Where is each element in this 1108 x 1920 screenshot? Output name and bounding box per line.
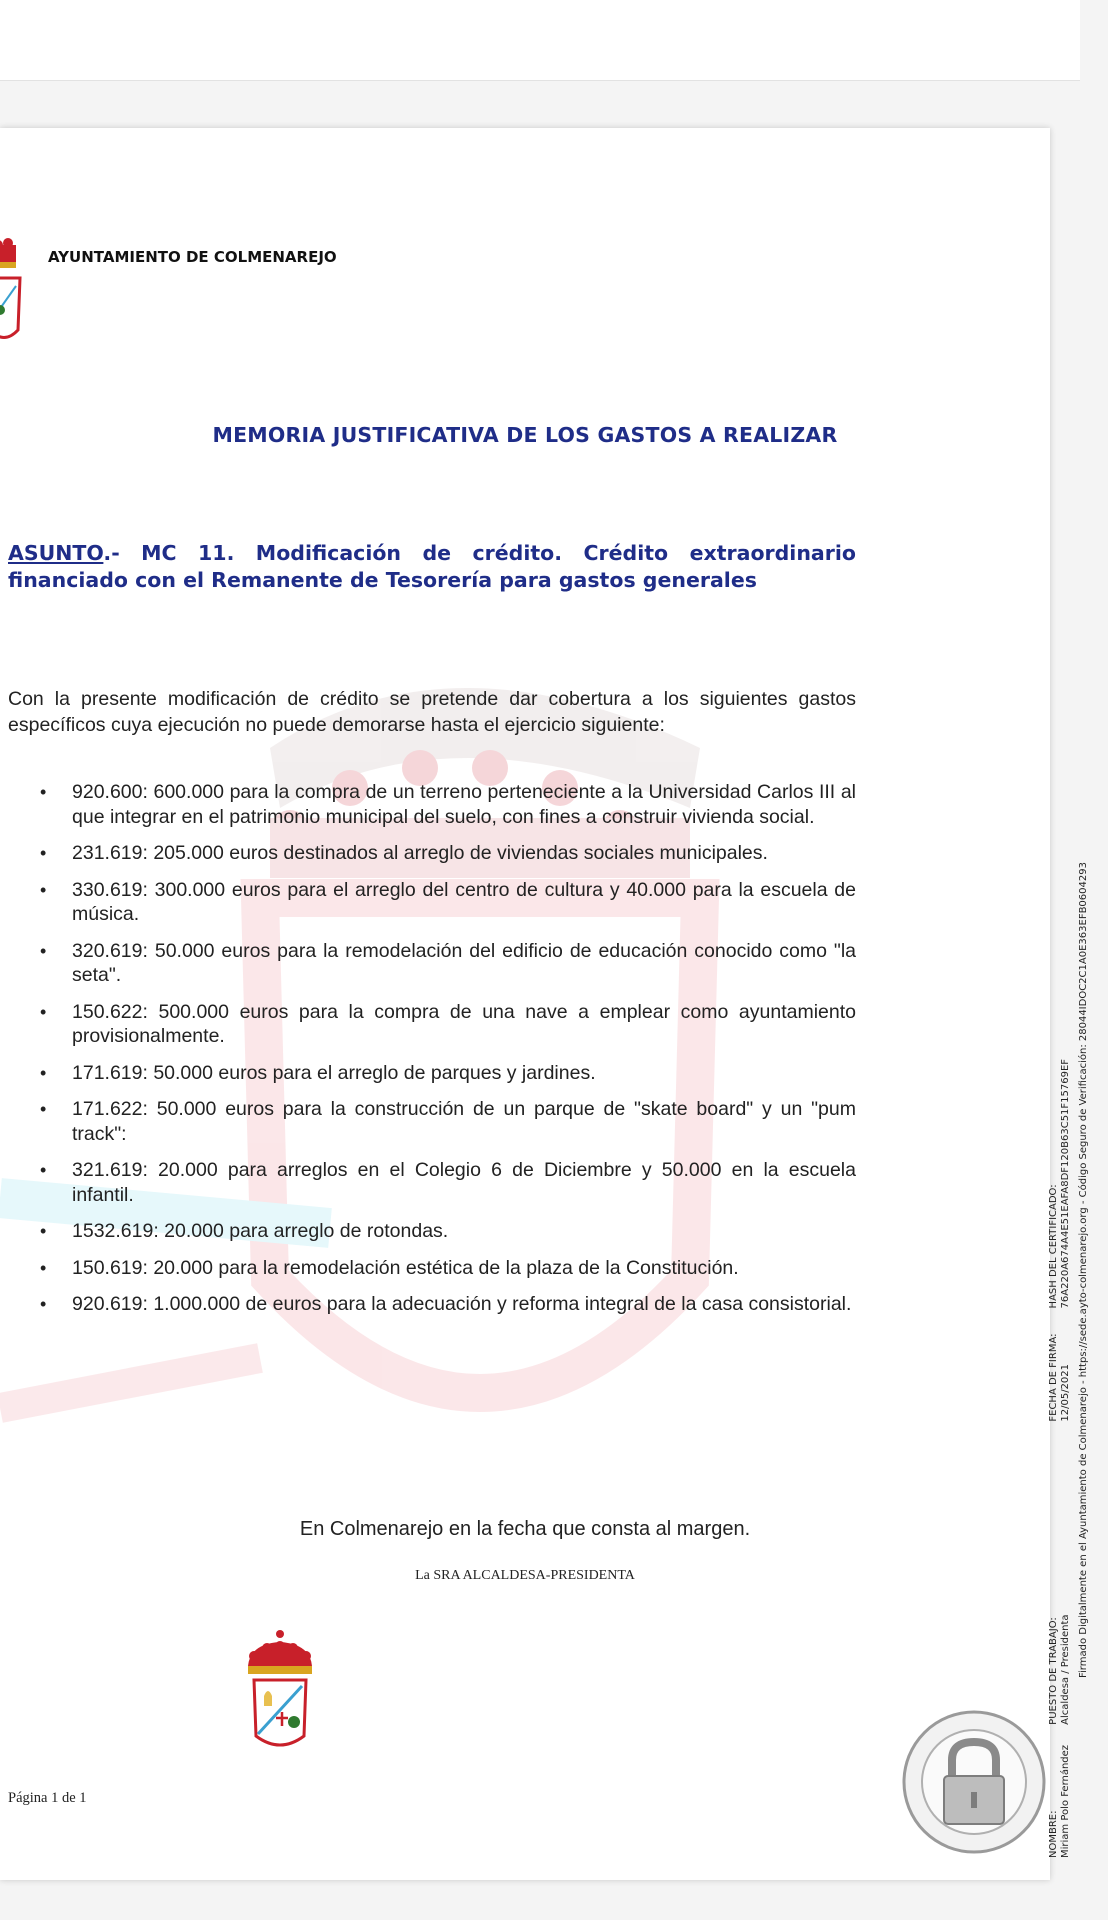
list-item: • 920.619: 1.000.000 de euros para la adecuación y reforma integral de la casa consistorial. — [40, 1293, 852, 1315]
closing-text: En Colmenarejo en la fecha que consta al margen. — [299, 1518, 751, 1540]
list-item: • 150.619: 20.000 para la remodelación estética de la plaza de la Constitución. — [40, 1256, 739, 1279]
signer-title: La SRA ALCALDESA-PRESIDENTA — [415, 1568, 635, 1583]
list-item: • 321.619: 20.000 para arreglos en el Colegio 6 de Diciembre y 50.000 en la escuela infantil. — [40, 1159, 856, 1206]
subject-label: ASUNTO — [8, 541, 104, 565]
organization-name: AYUNTAMIENTO DE COLMENAREJO — [48, 248, 337, 266]
verification-footer: Firmado Digitalmente en el Ayuntamiento de Colmenarejo - https://sede.ayto-colmenarejo.org - Código Seguro de Verificación: 28044IDOC2C1A0E363EFB0604293 — [1078, 862, 1089, 1678]
expense-list — [40, 780, 856, 1329]
digital-signature-seal-icon — [900, 1708, 1048, 1856]
subject — [8, 540, 856, 594]
list-item: • 920.600: 600.000 para la compra de un terreno perteneciente a la Universidad Carlos III al que integrar en el patrimonio municipal del suelo, con fines a construir vivienda social. — [40, 781, 856, 828]
signature-crest-icon — [240, 1626, 320, 1756]
list-item: • 320.619: 50.000 euros para la remodelación del edificio de educación conocido como "la seta". — [40, 939, 856, 986]
municipal-crest-icon — [0, 190, 26, 338]
list-item: • 171.619: 50.000 euros para el arreglo de parques y jardines. — [40, 1061, 596, 1084]
document-title: MEMORIA JUSTIFICATIVA DE LOS GASTOS A REALIZAR — [212, 423, 838, 447]
list-item: • 1532.619: 20.000 para arreglo de rotondas. — [40, 1220, 449, 1242]
page-number: Página 1 de 1 — [8, 1790, 87, 1806]
list-item: • 330.619: 300.000 euros para el arreglo del centro de cultura y 40.000 para la escuela de música. — [40, 878, 856, 925]
list-item: • 231.619: 205.000 euros destinados al arreglo de viviendas sociales municipales. — [40, 842, 768, 864]
intro-paragraph: Con la presente modificación de crédito se pretende dar cobertura a los siguientes gastos específicos cuya ejecución no puede demorarse hasta el ejercicio siguiente: — [8, 688, 856, 736]
signature-values: Miriam Polo Fernández Alcaldesa / Presidenta 12/05/2021 76A220A674A4E51EAFA8DF120B63C51F15769EF — [1060, 1058, 1071, 1858]
list-item: • 150.622: 500.000 euros para la compra de una nave a emplear como ayuntamiento provisionalmente. — [40, 1000, 856, 1047]
document-page[interactable] — [0, 128, 1089, 1880]
signature-labels: NOMBRE: PUESTO DE TRABAJO: FECHA DE FIRMA: HASH DEL CERTIFICADO: — [1048, 1184, 1059, 1858]
list-item: • 171.622: 50.000 euros para la construcción de un parque de "skate board" y un "pum track": — [40, 1098, 856, 1145]
viewer-top-bar — [0, 0, 1080, 81]
subject-text: .- MC 11. Modificación de crédito. Crédito extraordinario financiado con el Remanente de Tesorería para gastos generales — [8, 541, 856, 592]
signature-strip — [1048, 738, 1108, 1858]
